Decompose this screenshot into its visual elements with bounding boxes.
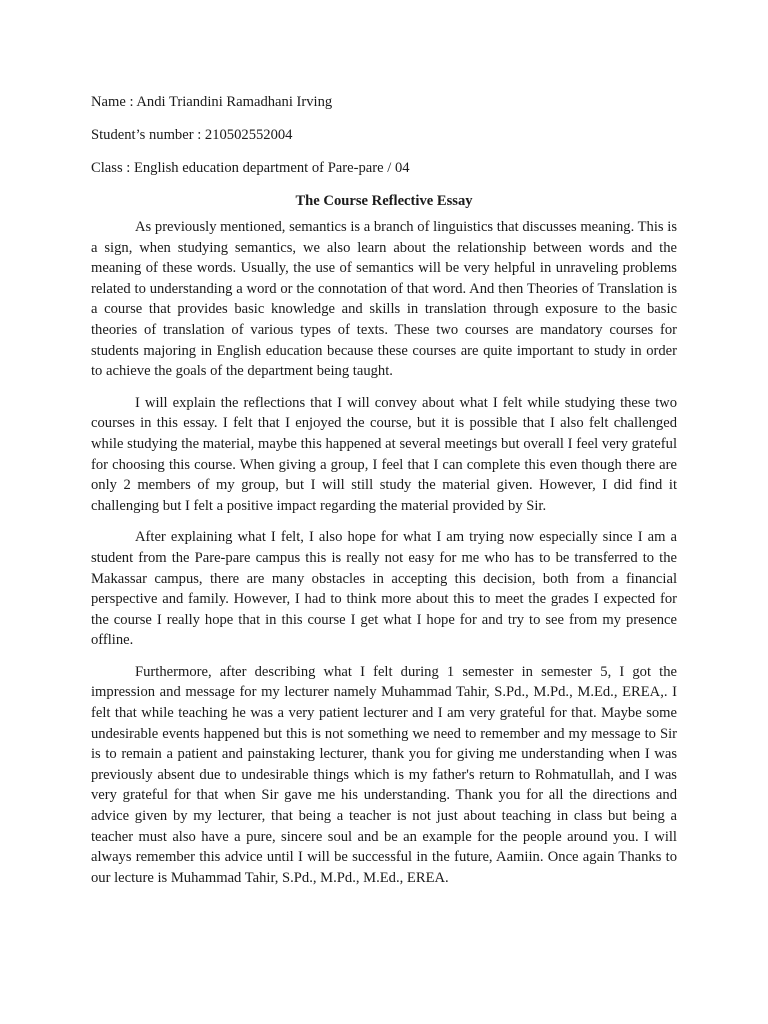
student-number: Student’s number : 210502552004 — [91, 127, 293, 143]
essay-paragraph-4: Furthermore, after describing what I felt during 1 semester in semester 5, I got the impression and message for my lecturer namely Muhammad Tahir, S.Pd., M.Pd., M.Ed., EREA,. I felt that while teaching he was a very patient lecturer and I am very grateful for that. Maybe some undesirable events happened but this is not something we need to remember and my message to Sir is to remain a patient and painstaking lecturer, thank you for giving me understanding when I was previously absent due to undesirable things which is my father's return to Rohmatullah, and I was very grateful for that when Sir gave me his understanding. Thank you for all the directions and advice given by my lecturer, that being a teacher is not just about teaching in class but being a teacher must also have a pure, sincere soul and be an example for the people around you. I will always remember this advice until I will be successful in the future, Aamiin. Once again Thanks to our lecture is Muhammad Tahir, S.Pd., M.Pd., M.Ed., EREA. — [91, 663, 677, 886]
essay-paragraph-3: After explaining what I felt, I also hope for what I am trying now especially since I am a student from the Pare-pare campus this is really not easy for me who has to be transferred to the Makassar campus, there are many obstacles in accepting this decision, both from a financial perspective and family. However, I had to think more about this to meet the grades I expected for the course I really hope that in this course I get what I hope for and try to see from my presence offline. — [91, 529, 677, 649]
essay-paragraph-1: As previously mentioned, semantics is a branch of linguistics that discusses meaning. This is a sign, when studying semantics, we also learn about the relationship between words and the meaning of these words. Usually, the use of semantics will be very helpful in unraveling problems related to understanding a word or the connotation of that word. And then Theories of Translation is a course that provides basic knowledge and skills in translation through exposure to the basic theories of translation of various types of texts. These two courses are mandatory courses for students majoring in English education because these courses are quite important to study in order to achieve the goals of the department being taught. — [91, 219, 677, 380]
student-name: Name : Andi Triandini Ramadhani Irving — [91, 94, 333, 110]
student-class: Class : English education department of Pare-pare / 04 — [91, 160, 410, 176]
essay-title: The Course Reflective Essay — [295, 193, 473, 209]
document-body — [91, 92, 677, 899]
essay-paragraph-2: I will explain the reflections that I will convey about what I felt while studying these two courses in this essay. I felt that I enjoyed the course, but it is possible that I also felt challenged while studying the material, maybe this happened at several meetings but overall I feel very grateful for choosing this course. When giving a group, I feel that I can complete this even though there are only 2 members of my group, but I will still study the material given. However, I did find it challenging but I felt a positive impact regarding the material provided by Sir. — [91, 394, 677, 514]
